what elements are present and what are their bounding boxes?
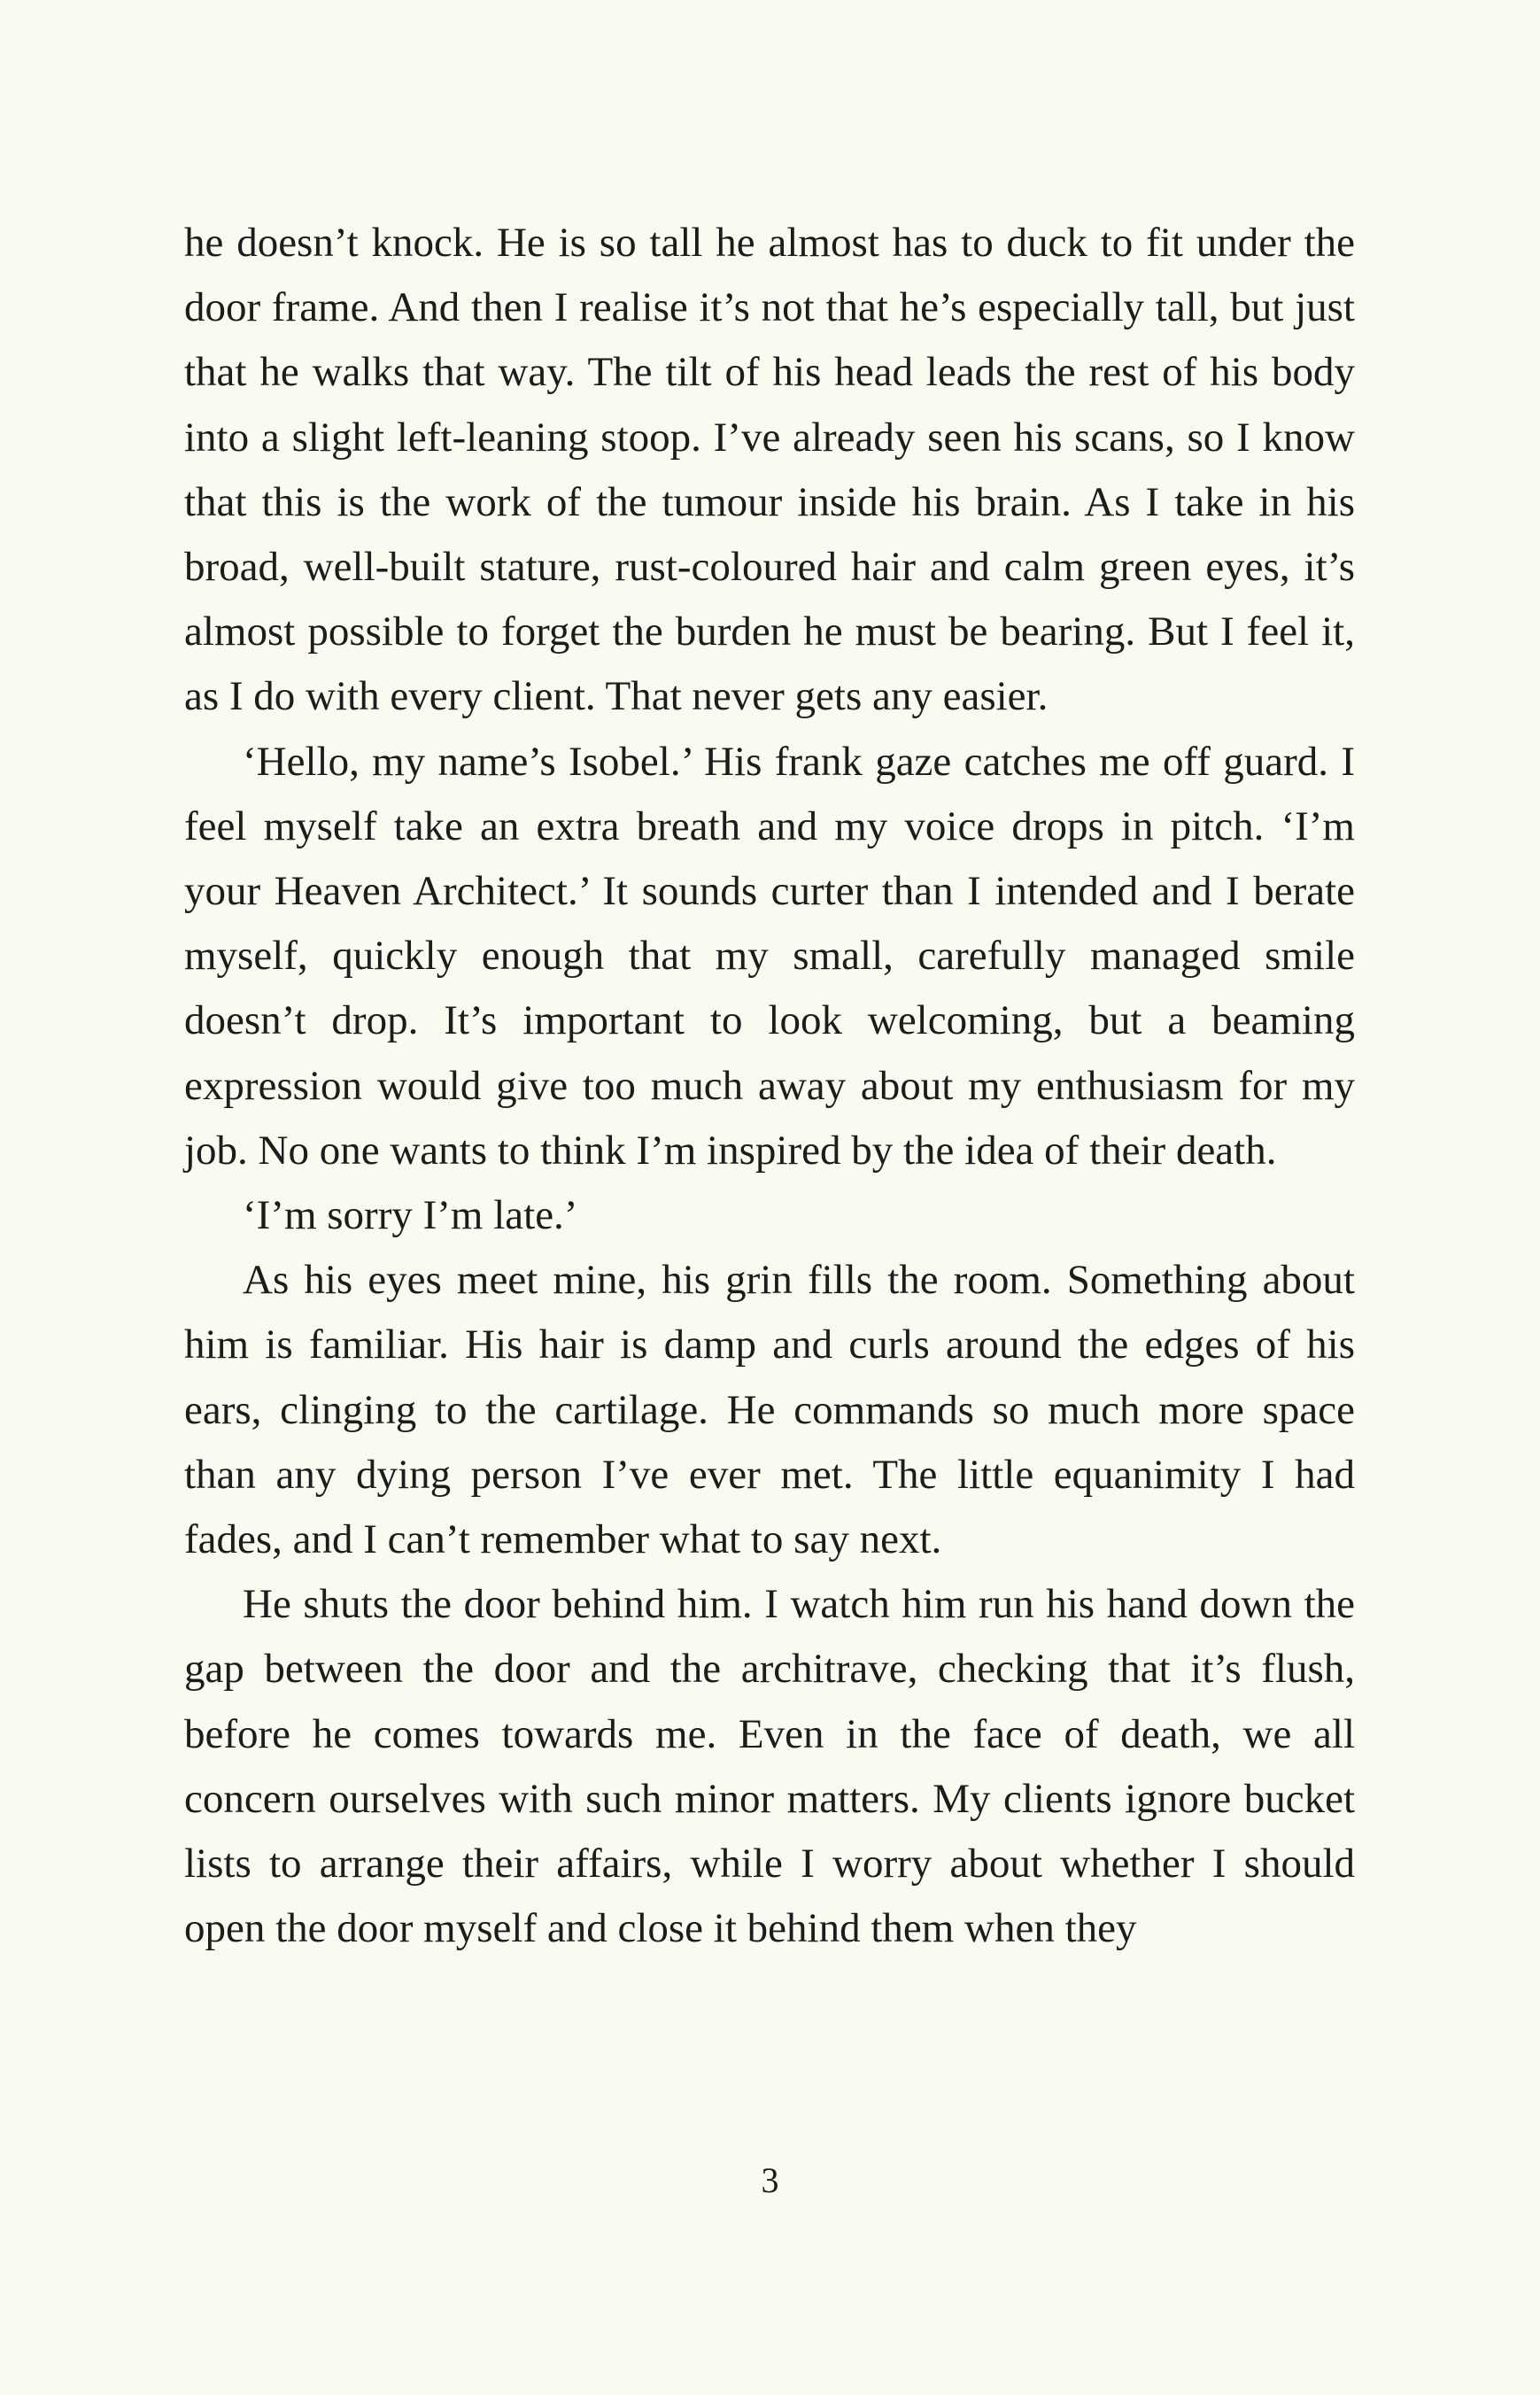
paragraph-4: As his eyes meet mine, his grin fills the room. Something about him is familiar. His hair is damp and curls around the edges of his ears, clinging to the cartilage. He commands so much more space than any dying person I’ve ever met. The little equanimity I had fades, and I can’t remember what to say next. bbox=[184, 1257, 1355, 1563]
page-number: 3 bbox=[761, 2160, 779, 2200]
paragraph-2: ‘Hello, my name’s Isobel.’ His frank gaze catches me off guard. I feel myself take an extra breath and my voice drops in pitch. ‘I’m your Heaven Architect.’ It sounds curter than I intended and I berate myself, quickly enough that my small, carefully managed smile doesn’t drop. It’s important to look welcoming, but a beaming expression would give too much away about my enthusiasm for my job. No one wants to think I’m inspired by the idea of their death. bbox=[184, 738, 1355, 1174]
body-text bbox=[184, 211, 1355, 1961]
paragraph-1: he doesn’t knock. He is so tall he almost has to duck to fit under the door frame. And then I realise it’s not that he’s especially tall, but just that he walks that way. The tilt of his head leads the rest of his body into a slight left-leaning stoop. I’ve already seen his scans, so I know that this is the work of the tumour inside his brain. As I take in his broad, well-built stature, rust-coloured hair and calm green eyes, it’s almost possible to forget the burden he must be bearing. But I feel it, as I do with every client. That never gets any easier. bbox=[184, 220, 1355, 720]
paragraph-5: He shuts the door behind him. I watch him run his hand down the gap between the door and the architrave, checking that it’s flush, before he comes towards me. Even in the face of death, we all concern ourselves with such minor matters. My clients ignore bucket lists to arrange their affairs, while I worry about whether I should open the door myself and close it behind them when they bbox=[184, 1581, 1355, 1952]
paragraph-3: ‘I’m sorry I’m late.’ bbox=[243, 1192, 578, 1239]
